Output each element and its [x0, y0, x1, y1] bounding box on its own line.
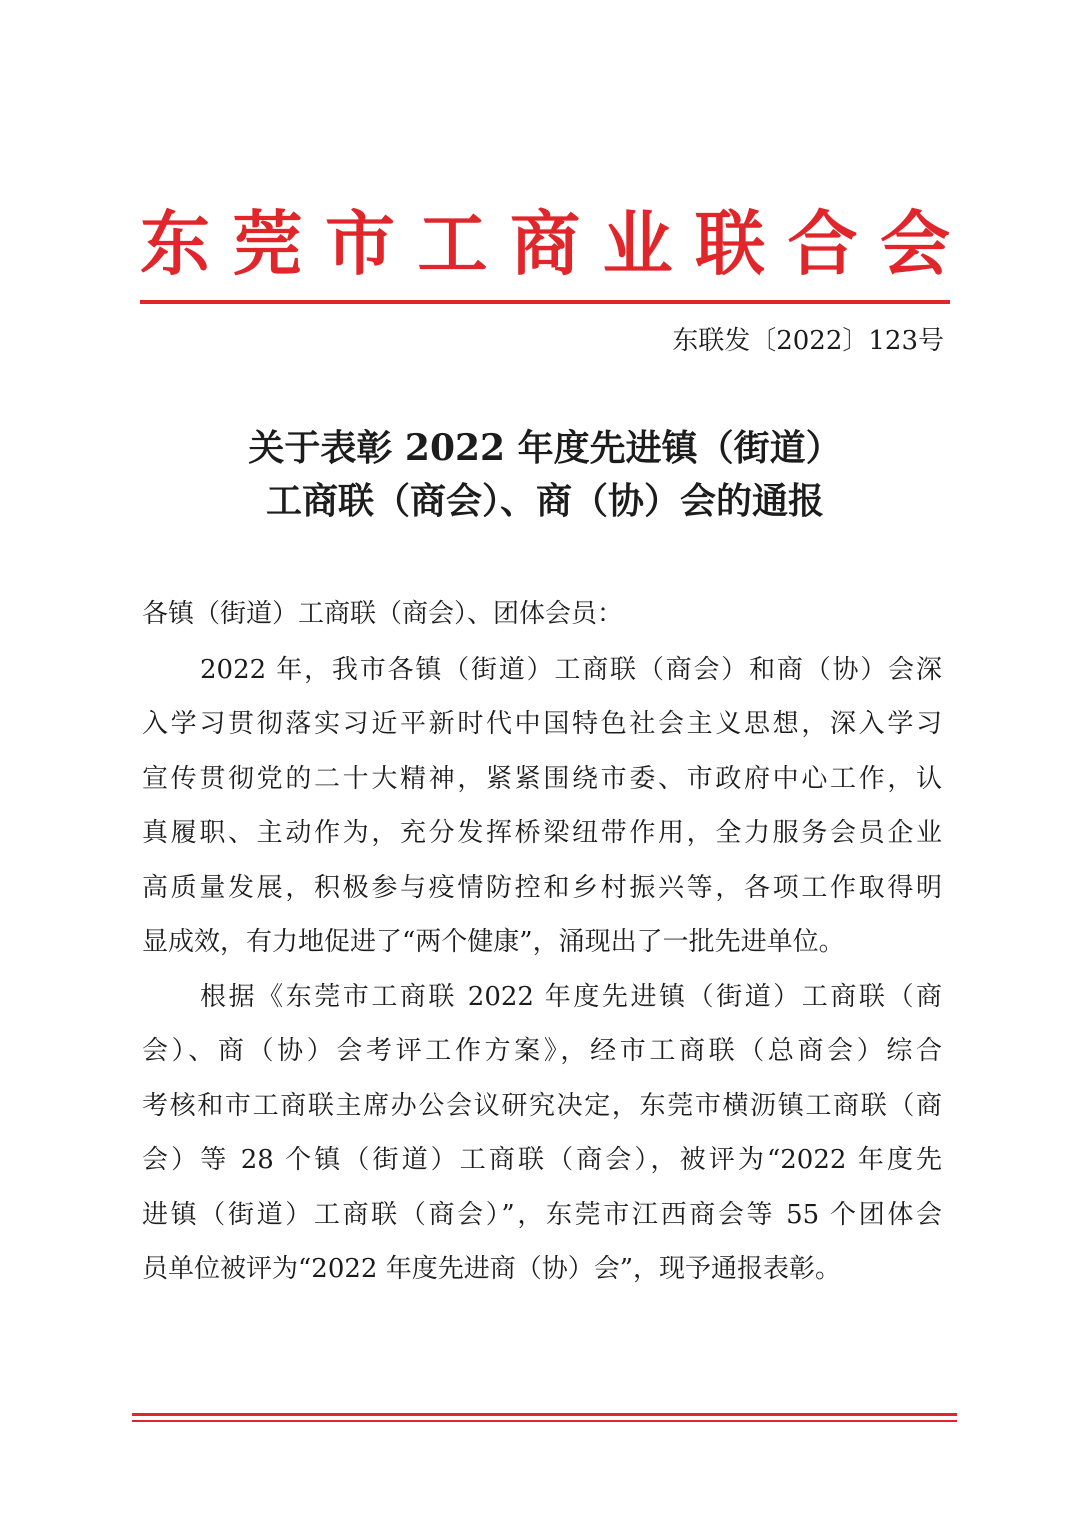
paragraph-2-line: 根据《东莞市工商联 2022 年度先进镇（街道）工商联（商: [200, 982, 942, 1012]
footer-divider-thin: [132, 1420, 957, 1422]
paragraph-1-line: 真履职、主动作为，充分发挥桥梁纽带作用，全力服务会员企业: [142, 818, 942, 848]
salutation: 各镇（街道）工商联（商会）、团体会员：: [142, 599, 624, 629]
document-title-line-1: 关于表彰 2022 年度先进镇（街道）: [248, 427, 842, 469]
paragraph-2-line: 考核和市工商联主席办公会议研究决定，东莞市横沥镇工商联（商: [142, 1091, 942, 1121]
org-name-char: 业: [602, 202, 673, 285]
header-divider: [140, 300, 950, 304]
paragraph-1-line: 2022 年，我市各镇（街道）工商联（商会）和商（协）会深: [200, 655, 942, 685]
paragraph-1-line: 入学习贯彻落实习近平新时代中国特色社会主义思想，深入学习: [142, 709, 942, 739]
paragraph-2-line: 进镇（街道）工商联（商会）”，东莞市江西商会等 55 个团体会: [142, 1200, 942, 1230]
org-name-char: 联: [695, 202, 765, 285]
org-name-char: 工: [417, 202, 488, 285]
paragraph-2-line: 会）等 28 个镇（街道）工商联（商会），被评为“2022 年度先: [142, 1145, 942, 1175]
paragraph-2-line: 会）、商（协）会考评工作方案》，经市工商联（总商会）综合: [142, 1036, 942, 1066]
footer-divider: [132, 1413, 957, 1416]
org-name-char: 莞: [232, 202, 303, 285]
org-name-char: 东: [140, 202, 210, 285]
paragraph-1-line: 高质量发展，积极参与疫情防控和乡村振兴等，各项工作取得明: [142, 873, 942, 903]
document-number: 东联发〔2022〕123号: [672, 326, 944, 356]
organization-header: [140, 196, 950, 292]
org-name-char: 市: [325, 202, 395, 285]
paragraph-1-line: 显成效，有力地促进了“两个健康”，涌现出了一批先进单位。: [142, 927, 845, 957]
org-name-char: 合: [787, 202, 858, 285]
document-title-line-2: 工商联（商会）、商（协）会的通报: [265, 480, 824, 522]
paragraph-1-line: 宣传贯彻党的二十大精神，紧紧围绕市委、市政府中心工作，认: [142, 764, 942, 794]
org-name-char: 商: [510, 202, 580, 285]
org-name-char: 会: [880, 202, 950, 285]
paragraph-2-line: 员单位被评为“2022 年度先进商（协）会”，现予通报表彰。: [142, 1254, 842, 1284]
